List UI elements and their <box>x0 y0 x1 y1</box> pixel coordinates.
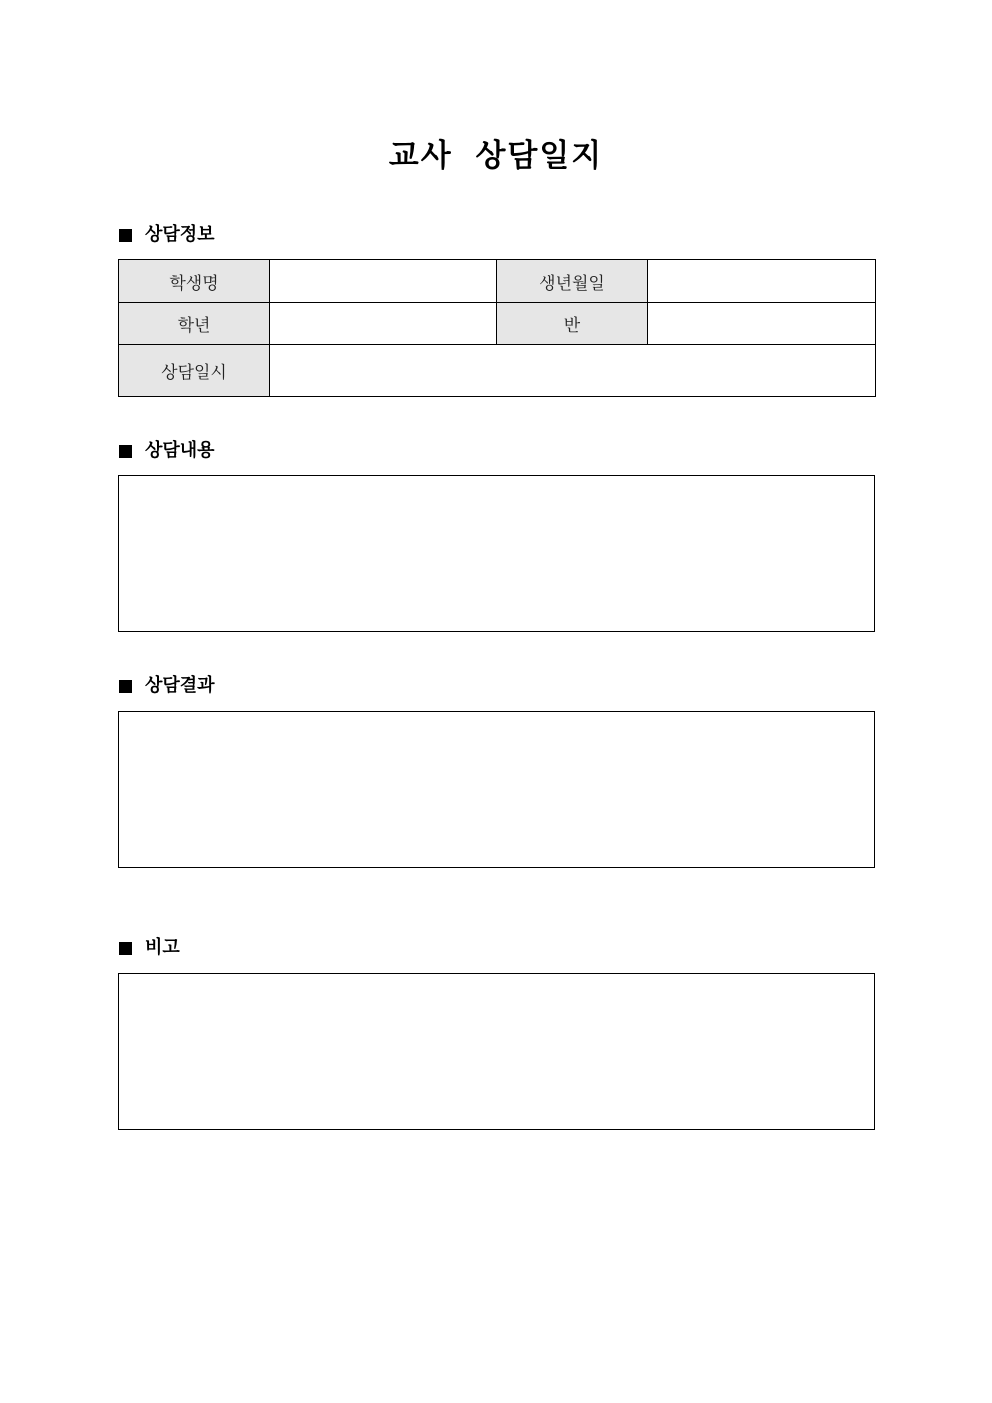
section-heading-result <box>119 673 215 699</box>
section-heading-info-label: 상담정보 <box>145 224 215 245</box>
section-heading-remarks-label: 비고 <box>145 937 180 958</box>
student-name-field[interactable] <box>270 260 497 303</box>
table-row <box>119 260 876 303</box>
section-heading-content <box>119 438 215 464</box>
grade-label: 학년 <box>119 303 270 345</box>
table-row <box>119 303 876 345</box>
square-bullet-icon <box>119 942 132 955</box>
birthdate-field[interactable] <box>648 260 876 303</box>
class-field[interactable] <box>648 303 876 345</box>
datetime-label: 상담일시 <box>119 345 270 397</box>
section-heading-info <box>119 222 215 248</box>
section-heading-remarks <box>119 935 180 961</box>
counseling-info-table <box>118 259 876 397</box>
counseling-result-box[interactable] <box>118 711 875 868</box>
birthdate-label: 생년월일 <box>497 260 648 303</box>
section-heading-result-label: 상담결과 <box>145 675 215 696</box>
square-bullet-icon <box>119 445 132 458</box>
square-bullet-icon <box>119 229 132 242</box>
class-label: 반 <box>497 303 648 345</box>
page-title: 교사 상담일지 <box>388 138 604 174</box>
square-bullet-icon <box>119 680 132 693</box>
student-name-label: 학생명 <box>119 260 270 303</box>
remarks-box[interactable] <box>118 973 875 1130</box>
grade-field[interactable] <box>270 303 497 345</box>
section-heading-content-label: 상담내용 <box>145 440 215 461</box>
table-row <box>119 345 876 397</box>
datetime-field[interactable] <box>270 345 876 397</box>
counseling-content-box[interactable] <box>118 475 875 632</box>
